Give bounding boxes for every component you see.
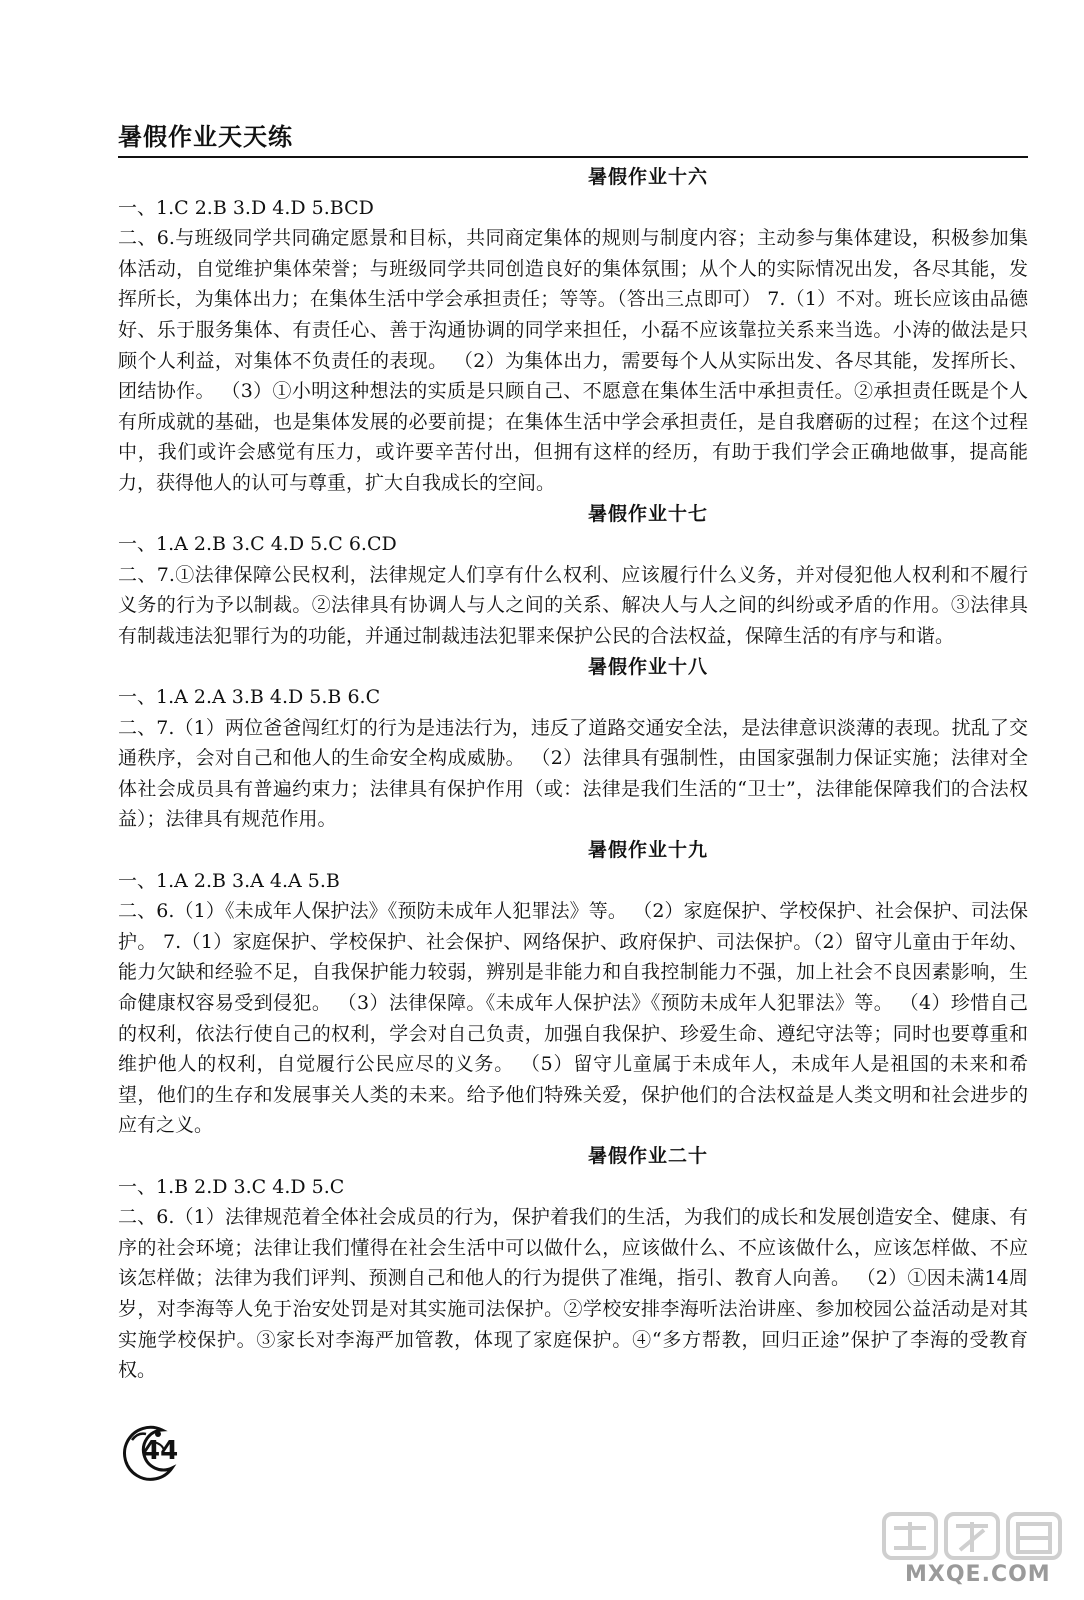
choice-answers: 一、1.C 2.B 3.D 4.D 5.BCD (118, 196, 374, 219)
section-title: 暑假作业十七 (587, 502, 708, 525)
book-title: 暑假作业天天练 (118, 123, 293, 151)
watermark-text: MXQE.COM (905, 1562, 1051, 1587)
section-17 (118, 499, 1028, 652)
section-19 (118, 835, 1028, 1141)
choice-answers: 一、1.A 2.B 3.C 4.D 5.C 6.CD (118, 533, 397, 556)
section-20 (118, 1141, 1028, 1386)
section-16 (118, 162, 1028, 499)
answer-paragraph: 二、6.（1）法律规范着全体社会成员的行为，保护着我们的生活，为我们的成长和发展创造安全、健康、有序的社会环境；法律让我们懂得在社会生活中可以做什么，应该做什么、不应该做什么，应该怎样做、不应该怎样做；法律为我们评判、预测自己和他人的行为提供了准绳，指引、教育人向善。 （2）①因未满14周岁，对李海等人免于治安处罚是对其实施司法保护。②学校安排李海听法治讲座、参加校园公益活动是对其实施学校保护。③家长对李海严加管教，体现了家庭保护。④“多方帮教，回归正途”保护了李海的受教育权。 (118, 1206, 1028, 1382)
choice-answers: 一、1.A 2.B 3.A 4.A 5.B (118, 869, 340, 892)
choice-answers: 一、1.A 2.A 3.B 4.D 5.B 6.C (118, 686, 381, 709)
section-title: 暑假作业十九 (587, 839, 708, 862)
answer-paragraph: 二、7.①法律保障公民权利，法律规定人们享有什么权利、应该履行什么义务，并对侵犯他人权利和不履行义务的行为予以制裁。②法律具有协调人与人之间的关系、解决人与人之间的纠纷或矛盾的作用。③法律具有制裁违法犯罪行为的功能，并通过制裁违法犯罪来保护公民的合法权益，保障生活的有序与和谐。 (118, 563, 1028, 647)
section-title: 暑假作业二十 (587, 1145, 708, 1167)
choice-answers: 一、1.B 2.D 3.C 4.D 5.C (118, 1175, 345, 1198)
answer-content (118, 162, 1028, 1386)
section-title: 暑假作业十八 (587, 655, 708, 678)
answer-paragraph: 二、7.（1）两位爸爸闯红灯的行为是违法行为，违反了道路交通安全法，是法律意识淡薄的表现。扰乱了交通秩序，会对自己和他人的生命安全构成威胁。 （2）法律具有强制性，由国家强制力保证实施；法律对全体社会成员具有普遍约束力；法律具有保护作用（或：法律是我们生活的“卫士”，法律能保障我们的合法权益）；法律具有规范作用。 (118, 716, 1028, 831)
section-title: 暑假作业十六 (587, 166, 708, 188)
page-header (118, 112, 1028, 158)
section-18 (118, 652, 1028, 836)
answer-paragraph: 二、6.与班级同学共同确定愿景和目标，共同商定集体的规则与制度内容；主动参与集体建设，积极参加集体活动，自觉维护集体荣誉；与班级同学共同创造良好的集体氛围；从个人的实际情况出发，各尽其能，发挥所长，为集体出力；在集体生活中学会承担责任；等等。（答出三点即可） 7.（1）不对。班长应该由品德好、乐于服务集体、有责任心、善于沟通协调的同学来担任，小磊不应该靠拉关系来当选。小涛的做法是只顾个人利益，对集体不负责任的表现。 （2）为集体出力，需要每个人从实际出发、各尽其能，发挥所长、团结协作。 （3）①小明这种想法的实质是只顾自己、不愿意在集体生活中承担责任。②承担责任既是个人有所成就的基础，也是集体发展的必要前提；在集体生活中学会承担责任，是自我磨砺的过程；在这个过程中，我们或许会感觉有压力，或许要辛苦付出，但拥有这样的经历，有助于我们学会正确地做事，提高能力，获得他人的认可与尊重，扩大自我成长的空间。 (118, 227, 1028, 494)
page-number: 44 (142, 1436, 179, 1466)
answer-paragraph: 二、6.（1）《未成年人保护法》《预防未成年人犯罪法》等。 （2）家庭保护、学校保护、社会保护、司法保护。 7.（1）家庭保护、学校保护、社会保护、网络保护、政府保护、司法保护。（2）留守儿童由于年幼、能力欠缺和经验不足，自我保护能力较弱，辨别是非能力和自我控制能力不强，加上社会不良因素影响，生命健康权容易受到侵犯。 （3）法律保障。《未成年人保护法》《预防未成年人犯罪法》等。 （4）珍惜自己的权利，依法行使自己的权利，学会对自己负责，加强自我保护、珍爱生命、遵纪守法等；同时也要尊重和维护他人的权利，自觉履行公民应尽的义务。 （5）留守儿童属于未成年人，未成年人是祖国的未来和希望，他们的生存和发展事关人类的未来。给予他们特殊关爱，保护他们的合法权益是人类文明和社会进步的应有之义。 (118, 900, 1028, 1137)
